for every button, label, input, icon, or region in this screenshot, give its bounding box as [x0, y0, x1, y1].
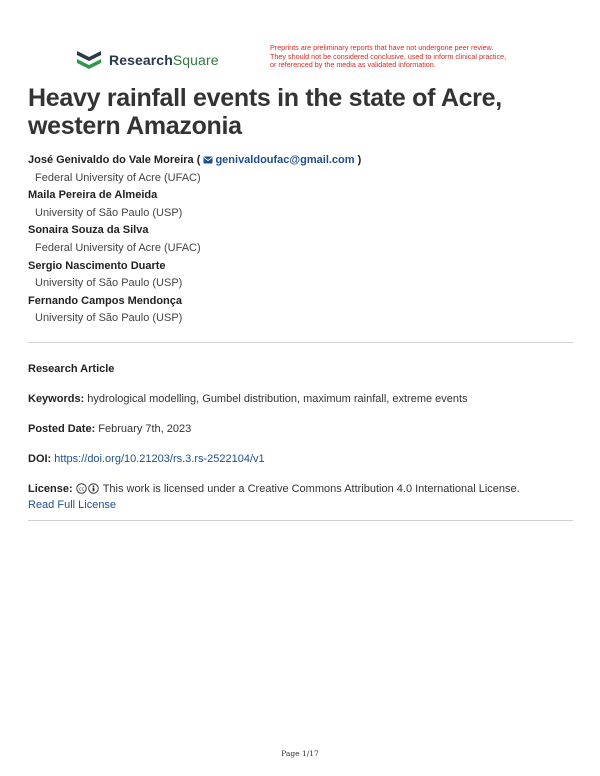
doi-label: DOI: [28, 453, 52, 465]
logo-wordmark-research: Research [109, 52, 173, 68]
keywords-value: hydrological modelling, Gumbel distribution, maximum rainfall, extreme events [84, 393, 468, 405]
author-affiliation: University of São Paulo (USP) [35, 277, 183, 290]
author-affiliation: University of São Paulo (USP) [35, 206, 183, 219]
svg-text:cc: cc [78, 486, 84, 493]
author-affiliation: Federal University of Acre (UFAC) [35, 171, 201, 184]
article-type-text: Research Article [28, 363, 115, 375]
creative-commons-icon [76, 483, 87, 494]
posted-date-value: February 7th, 2023 [95, 423, 192, 435]
author-name: Fernando Campos Mendonça [28, 294, 183, 307]
read-full-license-link[interactable]: Read Full License [28, 499, 117, 511]
attribution-icon [88, 483, 99, 494]
preprint-disclaimer: Preprints are preliminary reports that have not undergone peer review. They should not be considered conclusive, used to inform clinical practice, or referenced by the media as validated information. [270, 43, 507, 70]
posted-date-label: Posted Date: [28, 423, 96, 435]
license-line [28, 481, 578, 513]
logo-wordmark-square: Square [172, 52, 219, 68]
article-type [28, 361, 578, 377]
divider [28, 342, 573, 343]
paper-title: Heavy rainfall events in the state of Acre, western Amazonia [28, 84, 502, 140]
envelope-icon [203, 156, 213, 164]
author-email-text: genivaldoufac@gmail.com [215, 154, 355, 166]
cc-license-icons [76, 483, 99, 494]
author-name [28, 152, 568, 170]
license-label: License: [28, 483, 73, 495]
author-name: Maila Pereira de Almeida [28, 189, 158, 202]
doi-link[interactable]: https://doi.org/10.21203/rs.3.rs-2522104/v1 [54, 453, 265, 465]
keywords-line [28, 391, 578, 407]
author-affiliation: Federal University of Acre (UFAC) [35, 241, 201, 254]
email-paren-open: ( [193, 154, 204, 166]
page-number: Page 1/17 [281, 749, 319, 758]
doi-line [28, 451, 578, 467]
author-email-link[interactable] [203, 154, 354, 166]
author-affiliation: University of São Paulo (USP) [35, 312, 183, 325]
research-square-logo-icon [75, 48, 103, 72]
email-paren-close: ) [354, 154, 362, 166]
divider [28, 520, 573, 521]
posted-date-line [28, 421, 578, 437]
author-name: Sergio Nascimento Duarte [28, 259, 166, 272]
license-text: This work is licensed under a Creative Commons Attribution 4.0 International License. [102, 483, 520, 495]
author-list [28, 152, 568, 328]
research-square-logo[interactable] [75, 47, 219, 73]
keywords-label: Keywords: [28, 393, 85, 405]
logo-wordmark [109, 52, 219, 68]
author-name-text: José Genivaldo do Vale Moreira [28, 154, 194, 166]
author-name: Sonaira Souza da Silva [28, 224, 149, 237]
